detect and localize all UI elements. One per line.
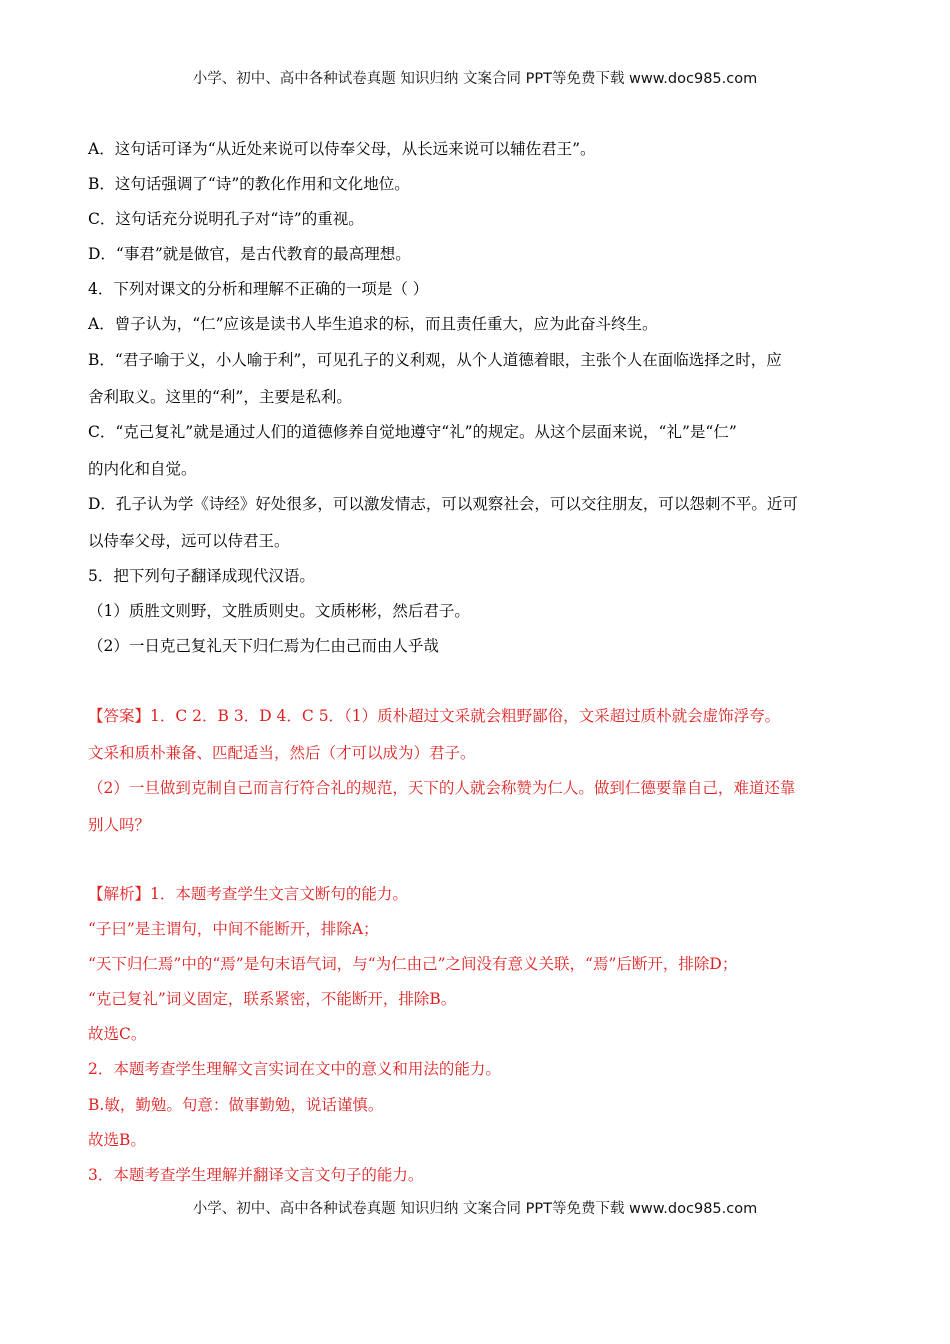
q5-item-1: （1）质胜文则野，文胜质则史。文质彬彬，然后君子。 xyxy=(88,602,470,620)
q4-option-c-line1: C．“克己复礼”就是通过人们的道德修养自觉地遵守“礼”的规定。从这个层面来说，“礼”是“仁” xyxy=(88,423,737,441)
analysis-line-3: “天下归仁焉”中的“焉”是句末语气词，与“为仁由己”之间没有意义关联，“焉”后断开，排除D； xyxy=(88,955,738,973)
answer-line-4: 别人吗？ xyxy=(88,816,151,834)
analysis-line-1: 【解析】1．本题考查学生文言文断句的能力。 xyxy=(88,885,408,903)
answer-line-2: 文采和质朴兼备、匹配适当，然后（才可以成为）君子。 xyxy=(88,744,476,762)
q4-option-d-line1: D．孔子认为学《诗经》好处很多，可以激发情志，可以观察社会，可以交往朋友，可以怨刺不平。近可 xyxy=(88,495,798,513)
answer-line-3: （2）一旦做到克制自己而言行符合礼的规范，天下的人就会称赞为仁人。做到仁德要靠自己，难道还靠 xyxy=(88,779,796,797)
q5-stem: 5．把下列句子翻译成现代汉语。 xyxy=(88,567,315,585)
analysis-line-5: 故选C。 xyxy=(88,1025,147,1043)
q4-option-d-line2: 以侍奉父母，远可以侍君王。 xyxy=(88,532,290,550)
q3-option-a: A．这句话可译为“从近处来说可以侍奉父母，从长远来说可以辅佐君王”。 xyxy=(88,140,596,158)
analysis-line-7: B.敏，勤勉。句意：做事勤勉，说话谨慎。 xyxy=(88,1096,384,1114)
q4-option-a: A．曾子认为，“仁”应该是读书人毕生追求的标，而且责任重大，应为此奋斗终生。 xyxy=(88,315,658,333)
q3-option-d: D．“事君”就是做官，是古代教育的最高理想。 xyxy=(88,245,411,263)
page-header: 小学、初中、高中各种试卷真题 知识归纳 文案合同 PPT等免费下载 www.doc985.com xyxy=(192,71,758,87)
q3-option-c: C．这句话充分说明孔子对“诗”的重视。 xyxy=(88,210,364,228)
answer-line-1: 【答案】1．C 2．B 3．D 4．C 5．（1）质朴超过文采就会粗野鄙俗，文采超过质朴就会虚饰浮夸。 xyxy=(88,707,781,725)
analysis-line-2: “子曰”是主谓句，中间不能断开，排除A； xyxy=(88,920,379,938)
q5-item-2: （2）一日克己复礼天下归仁焉为仁由己而由人乎哉 xyxy=(88,637,439,655)
q4-option-b-line2: 舍利取义。这里的“利”，主要是私利。 xyxy=(88,388,352,406)
q4-stem: 4．下列对课文的分析和理解不正确的一项是（ ） xyxy=(88,280,429,298)
q3-option-b: B．这句话强调了“诗”的教化作用和文化地位。 xyxy=(88,175,410,193)
page-footer: 小学、初中、高中各种试卷真题 知识归纳 文案合同 PPT等免费下载 www.doc985.com xyxy=(192,1201,758,1217)
analysis-line-4: “克己复礼”词义固定，联系紧密，不能断开，排除B。 xyxy=(88,990,457,1008)
q4-option-c-line2: 的内化和自觉。 xyxy=(88,460,197,478)
analysis-line-9: 3．本题考查学生理解并翻译文言文句子的能力。 xyxy=(88,1166,424,1184)
q4-option-b-line1: B．“君子喻于义，小人喻于利”，可见孔子的义利观，从个人道德着眼，主张个人在面临选择之时，应 xyxy=(88,351,782,369)
analysis-line-6: 2．本题考查学生理解文言实词在文中的意义和用法的能力。 xyxy=(88,1060,501,1078)
analysis-line-8: 故选B。 xyxy=(88,1131,146,1149)
